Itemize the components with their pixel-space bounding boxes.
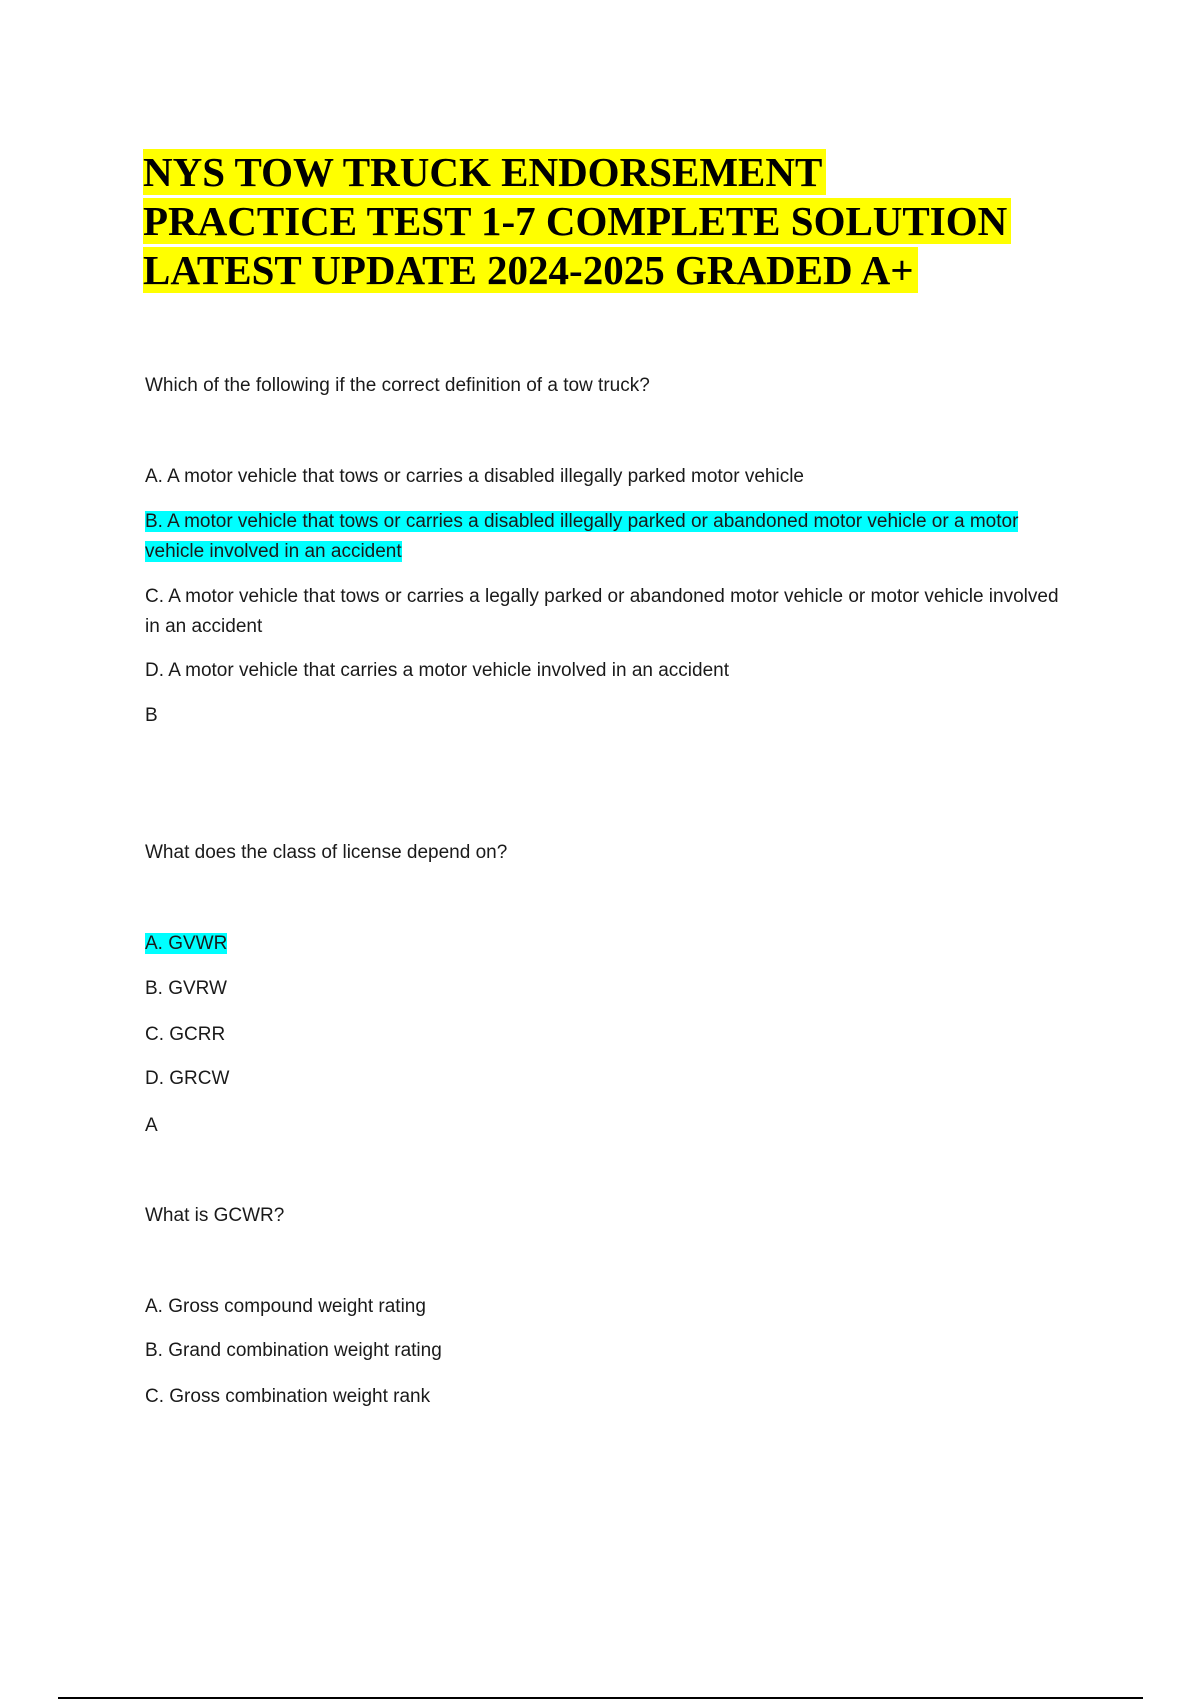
document-title xyxy=(143,148,1103,295)
question-1-option-b xyxy=(145,507,1075,567)
question-1-option-b-highlight: B. A motor vehicle that tows or carries a disabled illegally parked or abandoned motor vehicle or a motor vehicle involved in an accident xyxy=(145,511,1019,562)
question-3-option-a: A. Gross compound weight rating xyxy=(145,1296,426,1317)
title-line-1: NYS TOW TRUCK ENDORSEMENT xyxy=(143,149,826,195)
question-2-option-a-highlight: A. GVWR xyxy=(145,933,228,954)
title-line-3: LATEST UPDATE 2024-2025 GRADED A+ xyxy=(143,247,918,293)
question-2-option-c: C. GCRR xyxy=(145,1024,226,1045)
question-2-option-a xyxy=(145,929,1075,959)
question-1-option-d: D. A motor vehicle that carries a motor vehicle involved in an accident xyxy=(145,660,730,681)
question-2-option-b: B. GVRW xyxy=(145,978,227,999)
question-1-option-a: A. A motor vehicle that tows or carries a disabled illegally parked motor vehicle xyxy=(145,466,804,487)
title-line-2: PRACTICE TEST 1-7 COMPLETE SOLUTION xyxy=(143,198,1011,244)
question-1: Which of the following if the correct definition of a tow truck? xyxy=(145,375,650,396)
question-3-option-c: C. Gross combination weight rank xyxy=(145,1386,431,1407)
question-1-option-c: C. A motor vehicle that tows or carries a legally parked or abandoned motor vehicle or motor vehicle involved in an accident xyxy=(145,586,1059,637)
question-3-option-b: B. Grand combination weight rating xyxy=(145,1340,442,1361)
footer-rule xyxy=(58,1697,1143,1699)
question-1-answer: B xyxy=(145,705,158,726)
question-3: What is GCWR? xyxy=(145,1205,285,1226)
question-2-option-d: D. GRCW xyxy=(145,1068,230,1089)
question-2: What does the class of license depend on? xyxy=(145,842,508,863)
question-2-answer: A xyxy=(145,1115,158,1136)
